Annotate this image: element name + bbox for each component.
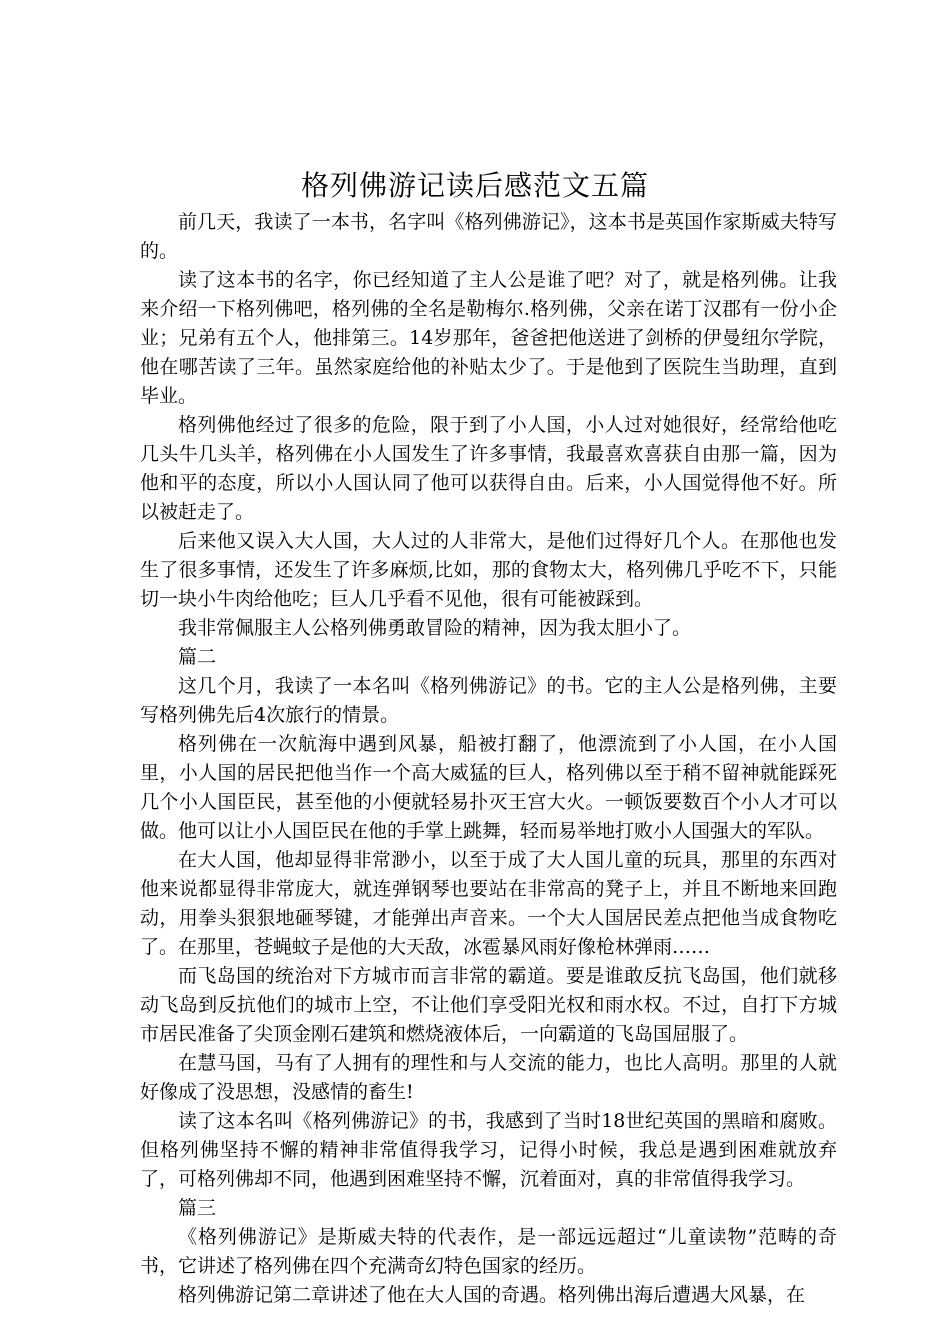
- paragraph: 读了这本书的名字，你已经知道了主人公是谁了吧？对了，就是格列佛。让我来介绍一下格列佛吧，格列佛的全名是勒梅尔.格列佛，父亲在诺丁汉郡有一份小企业；兄弟有五个人，他排第三。14岁那年，爸爸把他送进了剑桥的伊曼纽尔学院，他在哪苦读了三年。虽然家庭给他的补贴太少了。于是他到了医院生当助理，直到毕业。: [140, 269, 837, 407]
- section-heading: 篇二: [178, 646, 217, 668]
- document-title: 格列佛游记读后感范文五篇: [300, 169, 649, 202]
- paragraph: 这几个月，我读了一本名叫《格列佛游记》的书。它的主人公是格列佛，主要写格列佛先后4次旅行的情景。: [140, 675, 837, 726]
- paragraph: 格列佛游记第二章讲述了他在大人国的奇遇。格列佛出海后遭遇大风暴，在: [178, 1284, 806, 1306]
- document-body: [140, 208, 837, 1310]
- paragraph: 格列佛在一次航海中遇到风暴，船被打翻了，他漂流到了小人国，在小人国里，小人国的居民把他当作一个高大威猛的巨人，格列佛以至于稍不留神就能踩死几个小人国臣民，甚至他的小便就轻易扑灭王宫大火。一顿饭要数百个小人才可以做。他可以让小人国臣民在他的手掌上跳舞，轻而易举地打败小人国强大的军队。: [140, 733, 837, 842]
- paragraph: 在慧马国，马有了人拥有的理性和与人交流的能力，也比人高明。那里的人就好像成了没思想，没感情的畜生!: [140, 1052, 837, 1103]
- paragraph: 在大人国，他却显得非常渺小，以至于成了大人国儿童的玩具，那里的东西对他来说都显得非常庞大，就连弹钢琴也要站在非常高的凳子上，并且不断地来回跑动，用拳头狠狠地砸琴键，才能弹出声音来。一个大人国居民差点把他当成食物吃了。在那里，苍蝇蚊子是他的大天敌，冰雹暴风雨好像枪林弹雨……: [140, 849, 837, 958]
- section-heading: 篇三: [178, 1197, 217, 1219]
- paragraph: 后来他又误入大人国，大人过的人非常大，是他们过得好几个人。在那他也发生了很多事情，还发生了许多麻烦,比如，那的食物太大，格列佛几乎吃不下，只能切一块小牛肉给他吃；巨人几乎看不见他，很有可能被踩到。: [140, 530, 837, 610]
- paragraph: 前几天，我读了一本书，名字叫《格列佛游记》，这本书是英国作家斯威夫特写的。: [140, 211, 837, 262]
- paragraph: 格列佛他经过了很多的危险，限于到了小人国，小人过对她很好，经常给他吃几头牛几头羊，格列佛在小人国发生了许多事情，我最喜欢喜获自由那一篇，因为他和平的态度，所以小人国认同了他可以获得自由。后来，小人国觉得他不好。所以被赶走了。: [140, 414, 837, 523]
- paragraph: 《格列佛游记》是斯威夫特的代表作，是一部远远超过“儿童读物”范畴的奇书，它讲述了格列佛在四个充满奇幻特色国家的经历。: [140, 1226, 837, 1277]
- paragraph: 我非常佩服主人公格列佛勇敢冒险的精神，因为我太胆小了。: [178, 617, 692, 639]
- paragraph: 读了这本名叫《格列佛游记》的书，我感到了当时18世纪英国的黑暗和腐败。但格列佛坚持不懈的精神非常值得我学习，记得小时候，我总是遇到困难就放弃了，可格列佛却不同，他遇到困难坚持不懈，沉着面对，真的非常值得我学习。: [140, 1110, 837, 1190]
- paragraph: 而飞岛国的统治对下方城市而言非常的霸道。要是谁敢反抗飞岛国，他们就移动飞岛到反抗他们的城市上空，不让他们享受阳光权和雨水权。不过，自打下方城市居民准备了尖顶金刚石建筑和燃烧液体后，一向霸道的飞岛国屈服了。: [140, 965, 837, 1045]
